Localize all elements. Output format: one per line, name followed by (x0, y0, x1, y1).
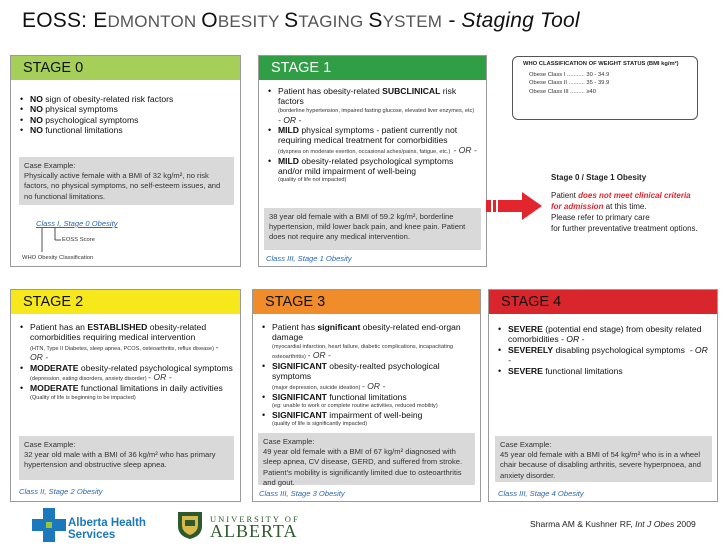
title-part: S (368, 9, 383, 32)
list-item: • SEVERELY disabling psychological symptoms - OR - (498, 345, 710, 366)
title-part: BESITY (217, 12, 285, 31)
list-item: • NO sign of obesity-related risk factors (20, 94, 233, 104)
university-of-alberta-crest-icon (176, 510, 204, 540)
stage-1-bullets (268, 86, 479, 115)
stage-4-bullets (498, 324, 710, 376)
or-separator: - OR - (278, 114, 302, 125)
annotation-who-classification: WHO Obesity Classification (22, 255, 94, 261)
stage-0-classification: Class I, Stage 0 Obesity (36, 219, 118, 228)
stage-1-card (258, 55, 487, 267)
title-part: TAGING (298, 12, 369, 31)
title-part: DMONTON (107, 12, 202, 31)
list-item: • NO functional limitations (20, 125, 233, 135)
title-part: O (201, 9, 218, 32)
list-item: • Patient has an ESTABLISHED obesity-related comorbidities requiring medical intervention (HTN, Type II Diabetes, sleep apnea, PCOS, osteoarthritis, reflux disease) - OR - (20, 322, 233, 363)
stage-3-title: STAGE 3 (265, 294, 326, 310)
stage-0-1-message: Stage 0 / Stage 1 Obesity Patient does not meet clinical criteria for admission at this time. Please refer to primary care for further preventative treatment options. (551, 173, 698, 233)
who-classification-box (512, 56, 698, 120)
message-title: Stage 0 / Stage 1 Obesity (551, 173, 647, 182)
title-part: - Staging Tool (442, 9, 580, 32)
list-item: • NO psychological symptoms (20, 115, 233, 125)
university-of-alberta-text: UNIVERSITY OF (210, 514, 300, 524)
stage-2-case-example: Case Example: 32 year old male with a BMI of 36 kg/m² who has primary hypertension and obstructive sleep apnea. (19, 436, 234, 480)
list-item: • MILD obesity-related psychological symptoms and/or mild impairment of well-being (quality of life not impacted) (268, 156, 479, 185)
citation: Sharma AM & Kushner RF, Int J Obes 2009 (530, 519, 696, 529)
stage-0-case-example: Case Example: Physically active female with a BMI of 32 kg/m², no risk factors, no physical symptoms, no self-esteem issues, and no functional limitations. (19, 157, 234, 205)
stage-3-case-example: Case Example: 49 year old female with a BMI of 67 kg/m² diagnosed with sleep apnea, CV disease, GERD, and suffered from stroke. Patient's mobility is significantly limited due to osteoarthritis and gout. (258, 433, 475, 485)
stage-0-bullets (20, 94, 233, 136)
annotation-eoss-score: EOSS Score (62, 237, 95, 243)
stage-3-header (253, 290, 480, 314)
list-item: • SEVERE functional limitations (498, 366, 710, 376)
title-part: YSTEM (382, 12, 443, 31)
stage-1-header (259, 56, 486, 80)
list-item: • SIGNIFICANT functional limitations (eg: unable to work or complete routine activities, reduced mobility) (262, 392, 473, 410)
stage-3-bullets (262, 322, 473, 428)
stage-2-title: STAGE 2 (23, 294, 84, 310)
list-item: • MILD physical symptoms - patient currently not requiring medical treatment for comorbidities (dyspnea on moderate exertion, occasional aches/pains, fatigue, etc.) - OR - (268, 125, 479, 156)
stage-2-header (11, 290, 240, 314)
stage-2-card (10, 289, 241, 502)
list-item: • SIGNIFICANT impairment of well-being (quality of life is significantly impacted) (262, 410, 473, 428)
stage-4-card (488, 289, 718, 502)
university-of-alberta-wordmark: ALBERTA (210, 521, 298, 541)
list-item: • Patient has obesity-related SUBCLINICAL risk factors (borderline hypertension, impaired fasting glucose, elevated liver enzymes, etc) (268, 86, 479, 115)
list-item: • MODERATE functional limitations in daily activities (Quality of life is beginning to be impacted) (20, 383, 233, 401)
who-row: Obese Class II .......... 35 - 39.9 (529, 80, 610, 87)
list-item: • MODERATE obesity-related psychological symptoms (depression, eating disorders, anxiety disorder) - OR - (20, 363, 233, 383)
stage-4-title: STAGE 4 (501, 294, 562, 310)
stage-0-header (11, 56, 240, 80)
red-arrow-icon (486, 191, 546, 221)
stage-1-classification: Class III, Stage 1 Obesity (266, 254, 352, 263)
title-part: S (284, 9, 299, 32)
list-item: • SIGNIFICANT obesity-realted psychological symptoms (major depression, suicide ideation) - OR - (262, 361, 473, 392)
stage-4-classification: Class III, Stage 4 Obesity (498, 489, 584, 498)
who-row: Obese Class III ......... ≥40 (529, 88, 596, 95)
stage-0-title: STAGE 0 (23, 60, 84, 76)
list-item: • NO physical symptoms (20, 104, 233, 114)
list-item: • SEVERE (potential end stage) from obesity related comorbidities - OR - (498, 324, 710, 345)
title-part: EOSS: E (22, 9, 108, 32)
who-row: Obese Class I ........... 30 - 34.9 (529, 72, 610, 78)
list-item: • Patient has significant obesity-related end-organ damage (myocardial infarction, heart failure, diabetic complications, incapacitating osteoarthritis) - OR - (262, 322, 473, 361)
stage-4-case-example: Case Example: 45 year old female with a BMI of 54 kg/m² who is in a wheel chair because of disabling arthritis, severe hyperpnoea, and anxiety disorder. (495, 436, 712, 482)
who-title: WHO CLASSIFICATION OF WEIGHT STATUS (BMI kg/m²) (523, 61, 679, 67)
stage-3-classification: Class III, Stage 3 Obesity (259, 489, 345, 498)
stage-2-classification: Class II, Stage 2 Obesity (19, 487, 103, 496)
stage-1-bullets-2 (268, 125, 479, 185)
stage-1-title: STAGE 1 (271, 60, 332, 76)
alberta-health-services-logo-icon (32, 508, 66, 542)
stage-1-case-example: 38 year old female with a BMI of 59.2 kg/m², borderline hypertension, mild lower back pain, and knee pain. Patient does not require any medical intervention. (264, 208, 481, 250)
stage-2-bullets (20, 322, 233, 402)
alberta-health-services-logo-text: Alberta Health Services (68, 517, 146, 541)
page-title (22, 9, 580, 33)
stage-0-card (10, 55, 241, 267)
stage-3-card (252, 289, 481, 502)
stage-4-header (489, 290, 717, 314)
